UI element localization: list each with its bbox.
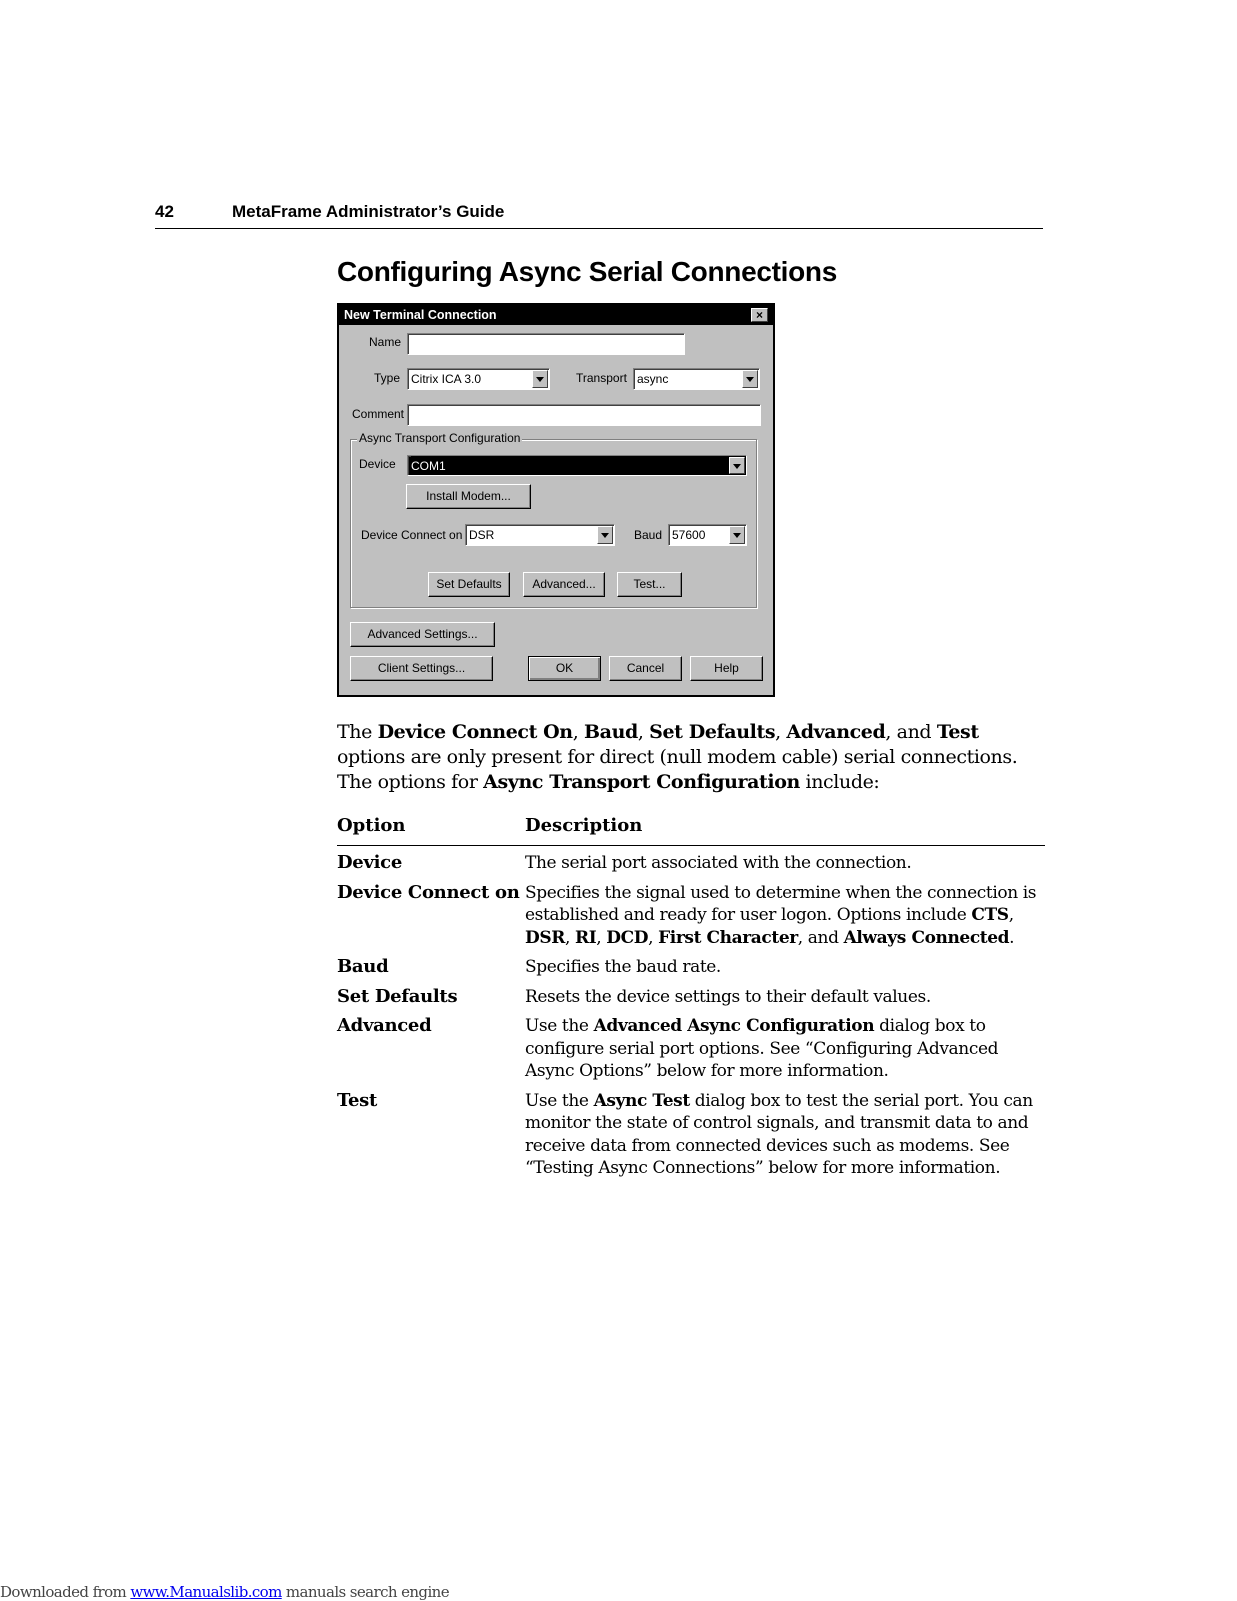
desc-text: , and <box>797 927 844 948</box>
page-number: 42 <box>155 202 174 221</box>
option-description <box>525 1015 1045 1083</box>
chevron-down-icon[interactable] <box>532 370 548 388</box>
option-name: Test <box>337 1089 378 1111</box>
manualslib-link[interactable]: www.Manualslib.com <box>130 1583 282 1601</box>
chevron-down-icon[interactable] <box>742 370 758 388</box>
client-settings-button[interactable]: Client Settings... <box>350 656 493 681</box>
column-header-option: Option <box>337 815 406 836</box>
intro-bold: Advanced <box>786 721 886 743</box>
advanced-button[interactable]: Advanced... <box>523 572 605 597</box>
type-label: Type <box>374 371 401 385</box>
intro-text: , and <box>885 721 937 743</box>
desc-bold: DSR <box>525 927 565 948</box>
option-name: Device <box>337 852 402 873</box>
intro-text: include: <box>799 771 880 793</box>
type-select[interactable] <box>407 368 550 390</box>
ok-button[interactable]: OK <box>528 656 601 681</box>
device-select[interactable] <box>407 455 747 476</box>
cancel-button[interactable]: Cancel <box>609 656 682 681</box>
desc-bold: Always Connected <box>843 927 1010 948</box>
install-modem-button[interactable]: Install Modem... <box>406 484 531 509</box>
help-button[interactable]: Help <box>690 656 763 681</box>
table-row <box>337 1015 1045 1083</box>
chevron-down-icon[interactable] <box>597 526 613 544</box>
baud-select[interactable] <box>668 524 747 546</box>
intro-bold: Test <box>936 721 979 743</box>
name-label: Name <box>369 335 402 349</box>
option-description: Resets the device settings to their default values. <box>525 986 931 1007</box>
desc-text: Specifies the signal used to determine when the connection is established and ready for user logon. Options include <box>525 882 1037 925</box>
table-row <box>337 1090 1045 1180</box>
option-description <box>525 882 1045 950</box>
transport-select[interactable] <box>633 368 760 390</box>
device-connect-value: DSR <box>469 528 495 542</box>
table-row <box>337 956 1045 979</box>
footer-watermark <box>0 1583 449 1601</box>
name-input[interactable] <box>407 333 685 355</box>
option-name: Device Connect on <box>337 881 520 903</box>
intro-text: , <box>775 721 787 743</box>
option-description <box>525 1090 1045 1180</box>
comment-label: Comment <box>352 407 405 421</box>
comment-input[interactable] <box>407 404 761 426</box>
desc-text: , <box>1008 905 1014 925</box>
async-transport-group <box>350 431 757 608</box>
desc-text: Use the <box>525 1090 594 1111</box>
close-icon[interactable]: × <box>751 308 768 322</box>
desc-text: , <box>648 927 659 948</box>
device-connect-select[interactable] <box>465 524 615 546</box>
baud-value: 57600 <box>672 528 706 542</box>
type-value: Citrix ICA 3.0 <box>411 372 482 386</box>
intro-bold: Async Transport Configuration <box>483 771 800 793</box>
desc-bold: CTS <box>971 905 1009 925</box>
transport-value: async <box>637 372 669 386</box>
intro-bold: Set Defaults <box>649 721 776 743</box>
footer-suffix: manuals search engine <box>281 1583 449 1601</box>
dialog-titlebar <box>339 305 773 325</box>
option-description: Specifies the baud rate. <box>525 957 721 977</box>
dialog-title: New Terminal Connection <box>344 308 497 322</box>
option-name: Baud <box>337 956 389 977</box>
device-connect-label: Device Connect on <box>361 528 463 542</box>
desc-bold: DCD <box>606 927 649 948</box>
table-header <box>337 815 1045 846</box>
desc-text: dialog box to configure serial port options. See “Configuring Advanced Async Options” below for more information. <box>525 1016 999 1081</box>
intro-text: , <box>637 721 650 743</box>
footer-prefix: Downloaded from <box>0 1583 131 1601</box>
options-table <box>337 815 1045 1180</box>
intro-paragraph <box>337 720 1037 795</box>
chevron-down-icon[interactable] <box>729 457 745 474</box>
column-header-description: Description <box>525 815 643 836</box>
option-name: Set Defaults <box>337 985 458 1007</box>
desc-text: , <box>564 927 575 948</box>
running-title: MetaFrame Administrator’s Guide <box>232 202 505 221</box>
set-defaults-button[interactable]: Set Defaults <box>428 572 510 597</box>
intro-text: options are only present for direct (null modem cable) serial connections. The options for <box>337 746 1018 793</box>
desc-bold: First Character <box>658 927 798 948</box>
device-value: COM1 <box>411 456 746 476</box>
table-row <box>337 852 1045 875</box>
intro-bold: Device Connect On <box>377 721 573 743</box>
desc-bold: Advanced Async Configuration <box>593 1016 875 1036</box>
chevron-down-icon[interactable] <box>729 526 745 544</box>
desc-bold: RI <box>574 927 597 948</box>
intro-text: , <box>572 721 585 743</box>
test-button[interactable]: Test... <box>617 572 682 597</box>
group-label: Async Transport Configuration <box>359 431 521 445</box>
baud-label: Baud <box>634 528 663 542</box>
desc-text: dialog box to test the serial port. You can monitor the state of control signals, and transmit data to and receive data from connected devices such as modems. See “Testing Async Connections” below for more information. <box>525 1090 1033 1178</box>
table-row <box>337 882 1045 950</box>
transport-label: Transport <box>576 371 627 385</box>
desc-text: Use the <box>525 1016 594 1036</box>
page-header <box>155 200 1043 229</box>
advanced-settings-button[interactable]: Advanced Settings... <box>350 622 495 647</box>
option-name: Advanced <box>337 1015 432 1036</box>
new-terminal-connection-dialog <box>337 303 775 697</box>
intro-text: The <box>337 721 378 743</box>
section-title: Configuring Async Serial Connections <box>337 256 837 287</box>
device-label: Device <box>359 457 396 471</box>
table-row <box>337 986 1045 1009</box>
option-description: The serial port associated with the connection. <box>525 853 912 873</box>
intro-bold: Baud <box>584 721 638 743</box>
desc-text: . <box>1009 927 1015 948</box>
desc-text: , <box>596 927 607 948</box>
desc-bold: Async Test <box>593 1090 690 1111</box>
